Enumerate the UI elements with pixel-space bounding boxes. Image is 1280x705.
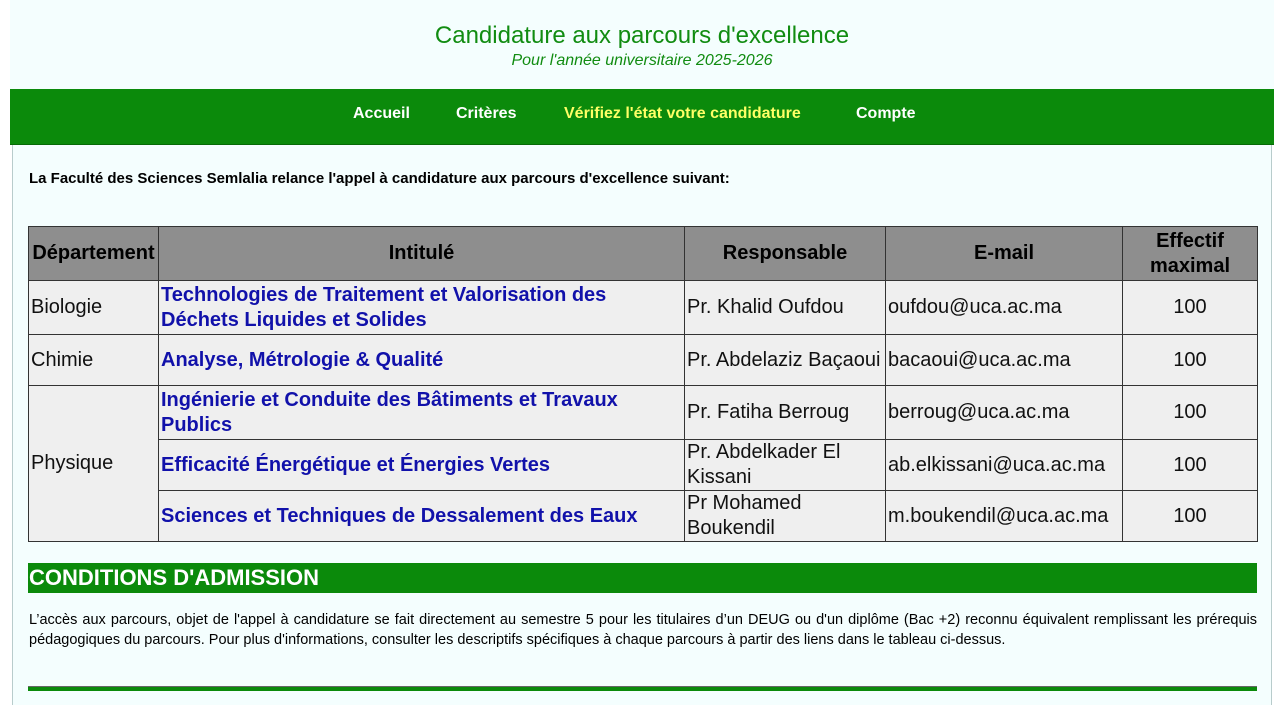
parcours-table: [28, 226, 1258, 542]
col-header-departement: Département: [29, 227, 159, 281]
table-row: [29, 386, 1258, 440]
cell-intitule: [159, 491, 685, 542]
cell-effectif: 100: [1123, 440, 1258, 491]
cell-intitule: [159, 386, 685, 440]
nav-compte[interactable]: Compte: [856, 105, 916, 122]
intro-text: La Faculté des Sciences Semlalia relance l'appel à candidature aux parcours d'excellence suivant:: [29, 170, 730, 187]
page-subtitle: Pour l'année universitaire 2025-2026: [511, 52, 773, 69]
cell-email: m.boukendil@uca.ac.ma: [886, 491, 1123, 542]
nav-accueil[interactable]: Accueil: [353, 105, 410, 122]
cell-email: bacaoui@uca.ac.ma: [886, 335, 1123, 386]
table-row: [29, 281, 1258, 335]
cell-responsable: Pr. Abdelaziz Baçaoui: [685, 335, 886, 386]
admission-section-title: [28, 563, 1257, 593]
admission-text: L’accès aux parcours, objet de l'appel à candidature se fait directement au semestre 5 pour les titulaires d’un DEUG ou d'un diplôme (Bac +2) reconnu équivalent remplissant les prérequis pédagogiques du parcours. Pour plus d'informations, consulter les descriptifs spécifiques à chaque parcours à partir des liens dans le tableau ci-dessus.: [29, 612, 1257, 648]
nav-verifier-candidature[interactable]: Vérifiez l'état votre candidature: [564, 105, 801, 122]
cell-email: berroug@uca.ac.ma: [886, 386, 1123, 440]
col-header-effectif: Effectif maximal: [1123, 227, 1258, 281]
col-header-responsable: Responsable: [685, 227, 886, 281]
table-row: [29, 440, 1258, 491]
cell-responsable: Pr. Abdelkader El Kissani: [685, 440, 886, 491]
cell-email: oufdou@uca.ac.ma: [886, 281, 1123, 335]
table-header-row: [29, 227, 1258, 281]
main-nav: [10, 89, 1274, 145]
cell-responsable: Pr Mohamed Boukendil: [685, 491, 886, 542]
cell-effectif: 100: [1123, 335, 1258, 386]
cell-responsable: Pr. Khalid Oufdou: [685, 281, 886, 335]
table-row: [29, 335, 1258, 386]
admission-title: CONDITIONS D'ADMISSION: [29, 565, 320, 590]
cell-effectif: 100: [1123, 491, 1258, 542]
nav-criteres[interactable]: Critères: [456, 105, 517, 122]
col-header-email: E-mail: [886, 227, 1123, 281]
parcours-link[interactable]: Technologies de Traitement et Valorisation des Déchets Liquides et Solides: [161, 283, 607, 331]
parcours-link[interactable]: Sciences et Techniques de Dessalement des Eaux: [161, 504, 638, 527]
cell-effectif: 100: [1123, 386, 1258, 440]
table-row: [29, 491, 1258, 542]
cell-departement: Chimie: [29, 335, 159, 386]
page-header: [10, 0, 1274, 89]
main-content: [12, 145, 1272, 705]
col-header-intitule: Intitulé: [159, 227, 685, 281]
parcours-link[interactable]: Analyse, Métrologie & Qualité: [161, 348, 444, 371]
cell-effectif: 100: [1123, 281, 1258, 335]
section-divider: [28, 686, 1257, 691]
cell-intitule: [159, 440, 685, 491]
cell-email: ab.elkissani@uca.ac.ma: [886, 440, 1123, 491]
parcours-link[interactable]: Ingénierie et Conduite des Bâtiments et Travaux Publics: [161, 388, 618, 436]
cell-departement: Biologie: [29, 281, 159, 335]
cell-intitule: [159, 335, 685, 386]
cell-departement: Physique: [29, 386, 159, 542]
parcours-link[interactable]: Efficacité Énergétique et Énergies Vertes: [161, 453, 551, 476]
cell-responsable: Pr. Fatiha Berroug: [685, 386, 886, 440]
cell-intitule: [159, 281, 685, 335]
page-title: Candidature aux parcours d'excellence: [434, 22, 850, 49]
